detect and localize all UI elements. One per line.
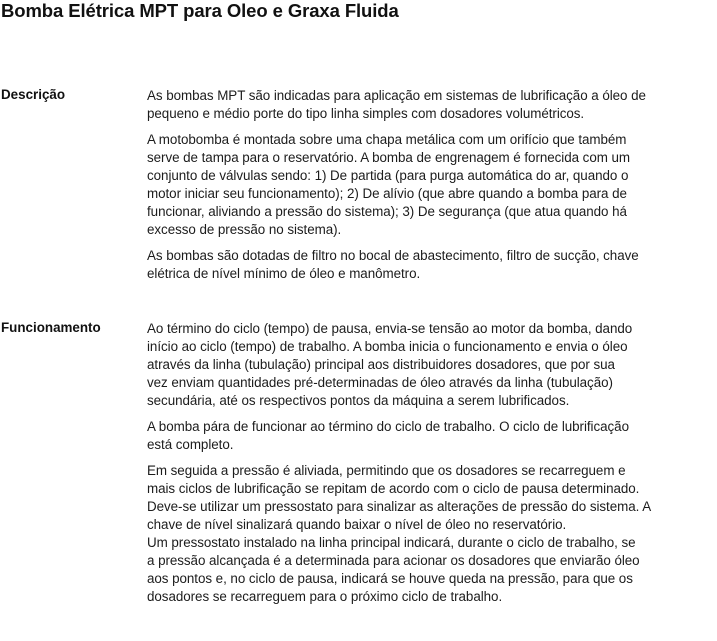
paragraph (147, 247, 715, 283)
text-line: Deve-se utilizar um pressostato para sinalizar as alterações de pressão do sistema. A (147, 499, 652, 514)
text-line: motor iniciar seu funcionamento); 2) De alívio (que abre quando a bomba para de (147, 186, 627, 201)
text-line: elétrica de nível mínimo de óleo e manômetro. (147, 266, 421, 281)
text-line: As bombas são dotadas de filtro no bocal de abastecimento, filtro de sucção, chave (147, 248, 639, 263)
text-line: funcionar, aliviando a pressão do sistema); 3) De segurança (que atua quando há (147, 204, 627, 219)
text-line: dosadores se recarreguem para o próximo ciclo de trabalho. (147, 589, 503, 604)
text-line: está completo. (147, 437, 234, 452)
paragraph (147, 462, 715, 606)
text-line: A bomba pára de funcionar ao término do ciclo de trabalho. O ciclo de lubrificação (147, 419, 629, 434)
text-line: a pressão alcançada é a determinada para acionar os dosadores que enviarão óleo (147, 553, 640, 568)
text-line: serve de tampa para o reservatório. A bomba de engrenagem é fornecida com um (147, 150, 631, 165)
paragraph (147, 418, 715, 454)
text-line: Ao término do ciclo (tempo) de pausa, envia-se tensão ao motor da bomba, dando (147, 321, 633, 336)
paragraph (147, 87, 715, 123)
text-line: chave de nível sinalizará quando baixar o nível de óleo no reservatório. (147, 517, 567, 532)
text-line: vez enviam quantidades pré-determinadas de óleo através da linha (tubulação) (147, 375, 613, 390)
text-line: secundária, até os respectivos pontos da máquina a serem lubrificados. (147, 393, 570, 408)
section-label: Funcionamento (1, 320, 101, 335)
text-line: Um pressostato instalado na linha principal indicará, durante o ciclo de trabalho, se (147, 535, 636, 550)
text-line: Em seguida a pressão é aliviada, permitindo que os dosadores se recarreguem e (147, 463, 626, 478)
section-body (147, 320, 715, 614)
section-label: Descrição (1, 87, 66, 102)
text-line: pequeno e médio porte do tipo linha simples com dosadores volumétricos. (147, 106, 585, 121)
text-line: através da linha (tubulação) principal aos distribuidores dosadores, que por sua (147, 357, 615, 372)
text-line: A motobomba é montada sobre uma chapa metálica com um orifício que também (147, 132, 627, 147)
text-line: início ao ciclo (tempo) de trabalho. A bomba inicia o funcionamento e envia o óleo (147, 339, 628, 354)
text-line: excesso de pressão no sistema). (147, 222, 342, 237)
section-body (147, 87, 715, 291)
text-line: conjunto de válvulas sendo: 1) De partida (para purga automática do ar, quando o (147, 168, 629, 183)
page-title: Bomba Elétrica MPT para Oleo e Graxa Fluida (1, 0, 399, 21)
paragraph (147, 131, 715, 239)
text-line: aos pontos e, no ciclo de pausa, indicará se houve queda na pressão, para que os (147, 571, 633, 586)
text-line: mais ciclos de lubrificação se repitam de acordo com o ciclo de pausa determinado. (147, 481, 640, 496)
paragraph (147, 320, 715, 410)
text-line: As bombas MPT são indicadas para aplicação em sistemas de lubrificação a óleo de (147, 88, 646, 103)
